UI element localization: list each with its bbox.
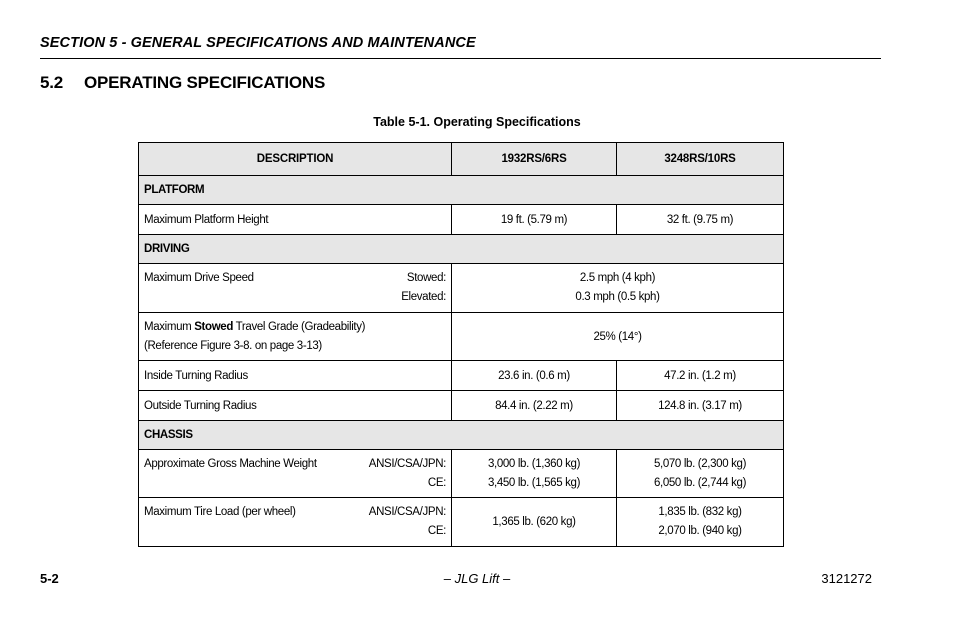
header-rule — [40, 58, 881, 59]
row-label-drive-speed: Maximum Drive Speed — [144, 272, 254, 284]
row-label-outside-turning-radius: Outside Turning Radius — [139, 391, 452, 421]
heading-number: 5.2 — [40, 73, 64, 92]
table-caption: Table 5-1. Operating Specifications — [373, 115, 581, 129]
row-cell-tire-load — [139, 498, 452, 547]
value-tire-load-3248-ce: 2,070 lb. (940 kg) — [658, 525, 742, 537]
column-header-1932rs: 1932RS/6RS — [452, 143, 617, 176]
row-label-platform-height: Maximum Platform Height — [139, 205, 452, 235]
qualifier-ansi: ANSI/CSA/JPN: — [368, 457, 446, 470]
value-inside-radius-3248: 47.2 in. (1.2 m) — [617, 361, 784, 391]
table-row — [139, 498, 784, 547]
value-gross-weight-3248-ce: 6,050 lb. (2,744 kg) — [653, 476, 747, 489]
value-gross-weight-1932 — [452, 450, 617, 498]
grade-label-suffix: Travel Grade (Gradeability) — [233, 320, 366, 333]
column-header-3248rs: 3248RS/10RS — [617, 143, 784, 176]
column-header-description: DESCRIPTION — [139, 143, 452, 176]
value-gradeability: 25% (14°) — [452, 313, 784, 361]
row-label-gross-weight: Approximate Gross Machine Weight — [144, 457, 317, 470]
value-tire-load-3248-ansi: 1,835 lb. (832 kg) — [658, 506, 742, 518]
value-outside-radius-1932: 84.4 in. (2.22 m) — [452, 391, 617, 421]
table-row — [139, 361, 784, 391]
footer-center-text: – JLG Lift – — [443, 571, 511, 586]
value-gross-weight-3248-ansi: 5,070 lb. (2,300 kg) — [653, 457, 747, 470]
value-outside-radius-3248: 124.8 in. (3.17 m) — [617, 391, 784, 421]
value-gross-weight-1932-ce: 3,450 lb. (1,565 kg) — [487, 476, 581, 489]
section-label-driving: DRIVING — [139, 235, 784, 264]
value-drive-speed — [452, 264, 784, 313]
row-cell-drive-speed — [139, 264, 452, 313]
document-number: 3121272 — [821, 571, 872, 586]
value-platform-height-1932: 19 ft. (5.79 m) — [452, 205, 617, 235]
page-heading — [40, 73, 325, 93]
grade-label-bold: Stowed — [194, 320, 234, 333]
qualifier-ce: CE: — [427, 525, 446, 537]
section-row-platform — [139, 176, 784, 205]
qualifier-ansi: ANSI/CSA/JPN: — [368, 506, 446, 518]
qualifier-stowed: Stowed: — [406, 272, 446, 284]
section-header: SECTION 5 - GENERAL SPECIFICATIONS AND MAINTENANCE — [40, 35, 476, 51]
value-drive-speed-elevated: 0.3 mph (0.5 kph) — [575, 291, 660, 303]
section-row-chassis — [139, 421, 784, 450]
section-row-driving — [139, 235, 784, 264]
value-gross-weight-1932-ansi: 3,000 lb. (1,360 kg) — [487, 457, 581, 470]
row-cell-gross-weight — [139, 450, 452, 498]
value-drive-speed-stowed: 2.5 mph (4 kph) — [579, 272, 656, 284]
row-label-tire-load: Maximum Tire Load (per wheel) — [144, 506, 296, 518]
value-tire-load-1932: 1,365 lb. (620 kg) — [452, 498, 617, 547]
qualifier-elevated: Elevated: — [401, 291, 446, 303]
heading-title: OPERATING SPECIFICATIONS — [84, 73, 326, 92]
value-gross-weight-3248 — [617, 450, 784, 498]
value-tire-load-3248 — [617, 498, 784, 547]
value-inside-radius-1932: 23.6 in. (0.6 m) — [452, 361, 617, 391]
table-row — [139, 264, 784, 313]
section-label-chassis: CHASSIS — [139, 421, 784, 450]
grade-label-prefix: Maximum — [144, 320, 195, 333]
table-row — [139, 450, 784, 498]
table-row — [139, 205, 784, 235]
table-header-row — [139, 143, 784, 176]
page-number: 5-2 — [40, 571, 59, 586]
row-label-inside-turning-radius: Inside Turning Radius — [139, 361, 452, 391]
qualifier-ce: CE: — [427, 476, 446, 489]
section-label-platform: PLATFORM — [139, 176, 784, 205]
table-row — [139, 313, 784, 361]
row-label-gradeability — [139, 313, 452, 361]
operating-specifications-table — [138, 142, 784, 547]
table-row — [139, 391, 784, 421]
grade-reference: (Reference Figure 3-8. on page 3-13) — [144, 339, 322, 352]
value-platform-height-3248: 32 ft. (9.75 m) — [617, 205, 784, 235]
